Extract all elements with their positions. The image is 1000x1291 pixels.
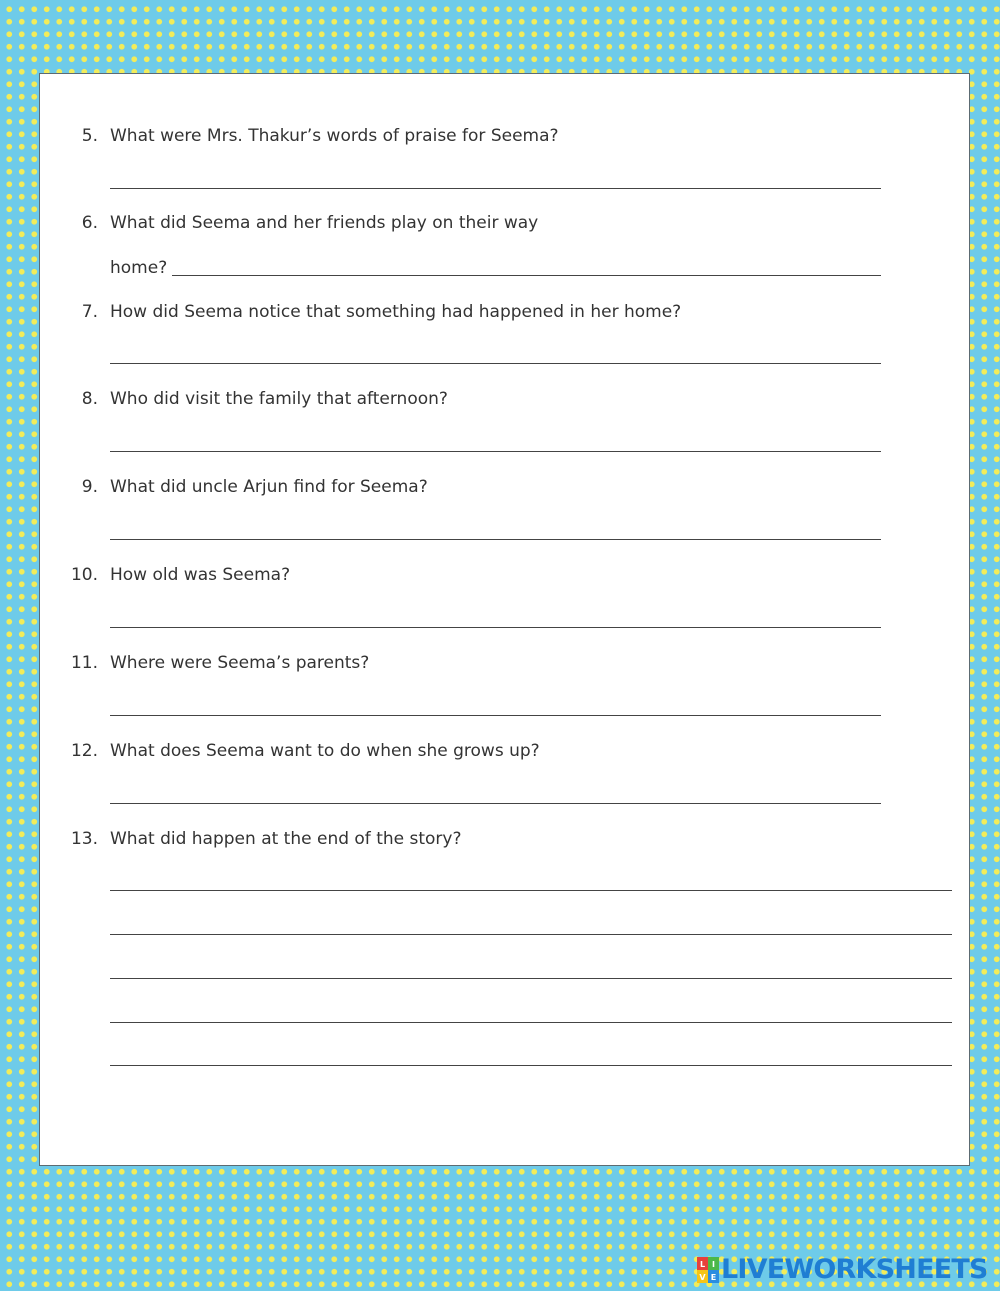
answer-line-10[interactable] <box>110 627 881 628</box>
question-number: 10. <box>70 565 98 585</box>
question-6-continuation: home? <box>110 258 168 278</box>
question-number: 8. <box>81 389 98 409</box>
question-text: Who did visit the family that afternoon? <box>110 389 448 409</box>
question-text: What did happen at the end of the story? <box>110 829 462 849</box>
answer-line-11[interactable] <box>110 715 881 716</box>
worksheet-paper <box>39 73 970 1166</box>
question-text: What does Seema want to do when she grows up? <box>110 741 540 761</box>
question-number: 9. <box>81 477 98 497</box>
question-number: 13. <box>70 829 98 849</box>
question-text: How did Seema notice that something had happened in her home? <box>110 302 682 322</box>
question-number: 6. <box>81 213 98 233</box>
answer-line-13-1[interactable] <box>110 890 952 891</box>
question-number: 5. <box>81 126 98 146</box>
answer-line-9[interactable] <box>110 539 881 540</box>
question-text: How old was Seema? <box>110 565 291 585</box>
question-text: What were Mrs. Thakur’s words of praise for Seema? <box>110 126 559 146</box>
answer-line-8[interactable] <box>110 451 881 452</box>
answer-line-5[interactable] <box>110 188 881 189</box>
question-number: 12. <box>70 741 98 761</box>
question-text: Where were Seema’s parents? <box>110 653 370 673</box>
badge-letter-l: L <box>699 1260 706 1269</box>
question-text: What did Seema and her friends play on their way <box>110 213 539 233</box>
badge-letter-e: E <box>710 1273 717 1282</box>
badge-letter-i: I <box>712 1260 715 1269</box>
answer-line-7[interactable] <box>110 363 881 364</box>
liveworksheets-logo <box>697 1255 997 1285</box>
answer-line-13-3[interactable] <box>110 978 952 979</box>
question-number: 7. <box>81 302 98 322</box>
badge-letter-v: V <box>699 1273 706 1282</box>
question-text: What did uncle Arjun find for Seema? <box>110 477 428 497</box>
liveworksheets-badge-icon <box>697 1257 719 1283</box>
answer-line-6[interactable] <box>172 275 881 276</box>
answer-line-12[interactable] <box>110 803 881 804</box>
liveworksheets-logo-text: LIVEWORKSHEETS <box>721 1254 988 1285</box>
question-number: 11. <box>70 653 98 673</box>
answer-line-13-4[interactable] <box>110 1022 952 1023</box>
answer-line-13-5[interactable] <box>110 1065 952 1066</box>
answer-line-13-2[interactable] <box>110 934 952 935</box>
